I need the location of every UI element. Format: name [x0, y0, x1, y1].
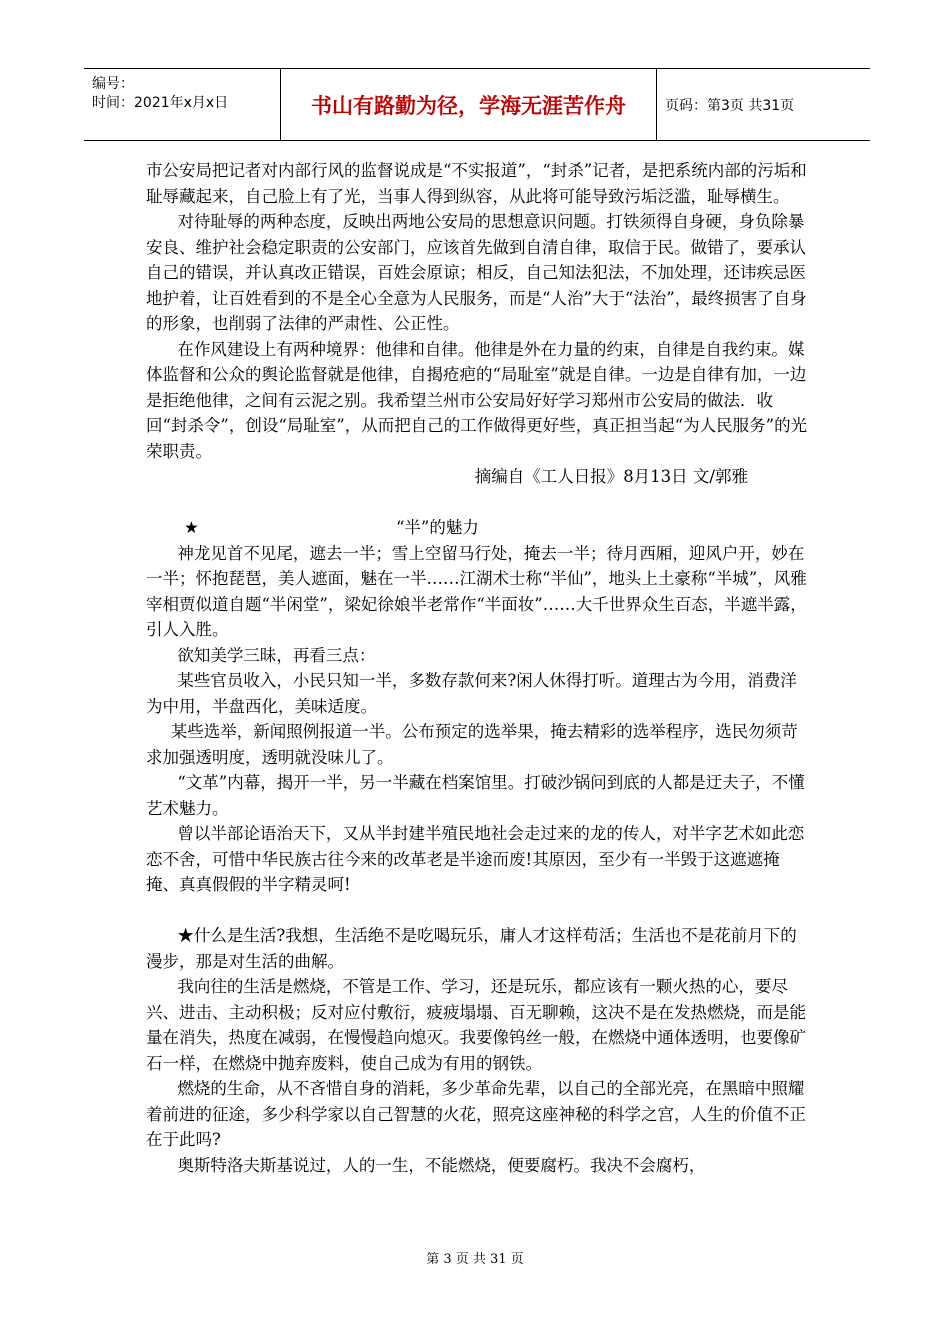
header-page-info: 页码：第3页 共31页: [665, 97, 795, 114]
star-icon: ★: [184, 518, 199, 537]
document-header: [84, 68, 870, 141]
paragraph: 燃烧的生命，从不吝惜自身的消耗，多少革命先辈，以自己的全部光亮，在黑暗中照耀着前进的征途，多少科学家以自己智慧的火花，照亮这座神秘的科学之宫，人生的价值不正在于此吗?: [146, 1079, 806, 1149]
document-number-label: 编号：: [92, 76, 134, 92]
header-motto: 书山有路勤为径，学海无涯苦作舟: [281, 69, 657, 140]
header-meta: [84, 69, 281, 140]
paragraph: 奥斯特洛夫斯基说过，人的一生，不能燃烧，便要腐朽。我决不会腐朽，: [177, 1155, 706, 1175]
paragraph: ★什么是生活?我想，生活绝不是吃喝玩乐，庸人才这样苟活；生活也不是花前月下的漫步，那是对生活的曲解。: [146, 926, 797, 971]
document-time-label: 时间：2021年x月x日: [92, 95, 229, 111]
spacer: [146, 490, 812, 516]
paragraph: 对待耻辱的两种态度，反映出两地公安局的思想意识问题。打铁须得自身硬，身负除暴安良、维护社会稳定职责的公安部门，应该首先做到自清自律，取信于民。做错了，要承认自己的错误，并认真改正错误，百姓会原谅；相反，自己知法犯法，不加处理，还讳疾忌医地护着，让百姓看到的不是全心全意为人民服务，而是“人治”大于“法治”，最终损害了自身的形象，也削弱了法律的严肃性、公正性。: [146, 212, 807, 333]
spacer: [146, 898, 812, 924]
paragraph: 某些官员收入，小民只知一半，多数存款何来?闲人休得打听。道理古为今用，消费洋为中用，半盘西化，美味适度。: [146, 671, 797, 716]
section-title-text: “半”的魅力: [396, 518, 479, 537]
paragraph: 曾以半部论语治天下，又从半封建半殖民地社会走过来的龙的传人，对半字艺术如此恋恋不舍，可惜中华民族古往今来的改革老是半途而废!其原因，至少有一半毁于这遮遮掩掩、真真假假的半字精灵呵!: [146, 824, 805, 894]
document-body: [146, 158, 812, 1178]
paragraph: 我向往的生活是燃烧，不管是工作、学习，还是玩乐，都应该有一颗火热的心，要尽兴、进击、主动积极；反对应付敷衍，疲疲塌塌、百无聊赖，这决不是在发热燃烧，而是能量在消失，热度在减弱，在慢慢趋向熄灭。我要像钨丝一般，在燃烧中通体透明，也要像矿石一样，在燃烧中抛弃废料，使自己成为有用的钢铁。: [146, 977, 806, 1073]
paragraph: “文革”内幕，揭开一半，另一半藏在档案馆里。打破沙锅问到底的人都是迂夫子，不懂艺术魅力。: [146, 773, 805, 818]
paragraph: 市公安局把记者对内部行风的监督说成是“不实报道”，“封杀”记者，是把系统内部的污垢和耻辱藏起来，自己脸上有了光，当事人得到纵容，从此将可能导致污垢泛滥，耻辱横生。: [146, 161, 807, 206]
paragraph: 某些选举，新闻照例报道一半。公布预定的选举果，掩去精彩的选举程序，选民勿须苛求加强透明度，透明就没味儿了。: [146, 722, 798, 767]
article-source: 摘编自《工人日报》8月13日 文/郭雅: [474, 467, 748, 486]
section-title: [146, 515, 812, 541]
paragraph: 神龙见首不见尾，遮去一半；雪上空留马行处，掩去一半；待月西厢，迎风户开，妙在一半；怀抱琵琶，美人遮面，魅在一半……江湖术士称“半仙”，地头上土豪称“半城”，风雅宰相贾似道自题“半闲堂”，梁妃徐娘半老常作“半面妆”……大千世界众生百态，半遮半露，引人入胜。: [146, 543, 807, 639]
paragraph: 在作风建设上有两种境界：他律和自律。他律是外在力量的约束，自律是自我约束。媒体监督和公众的舆论监督就是他律，自揭疮疤的“局耻室”就是自律。一边是自律有加，一边是拒绝他律，之间有云泥之别。我希望兰州市公安局好好学习郑州市公安局的做法．收回“封杀令”，创设“局耻室”，从而把自己的工作做得更好些，真正担当起“为人民服务”的光荣职责。: [146, 339, 808, 461]
paragraph: 欲知美学三昧，再看三点：: [177, 645, 376, 665]
page-footer: 第 3 页 共 31 页: [426, 1252, 524, 1267]
